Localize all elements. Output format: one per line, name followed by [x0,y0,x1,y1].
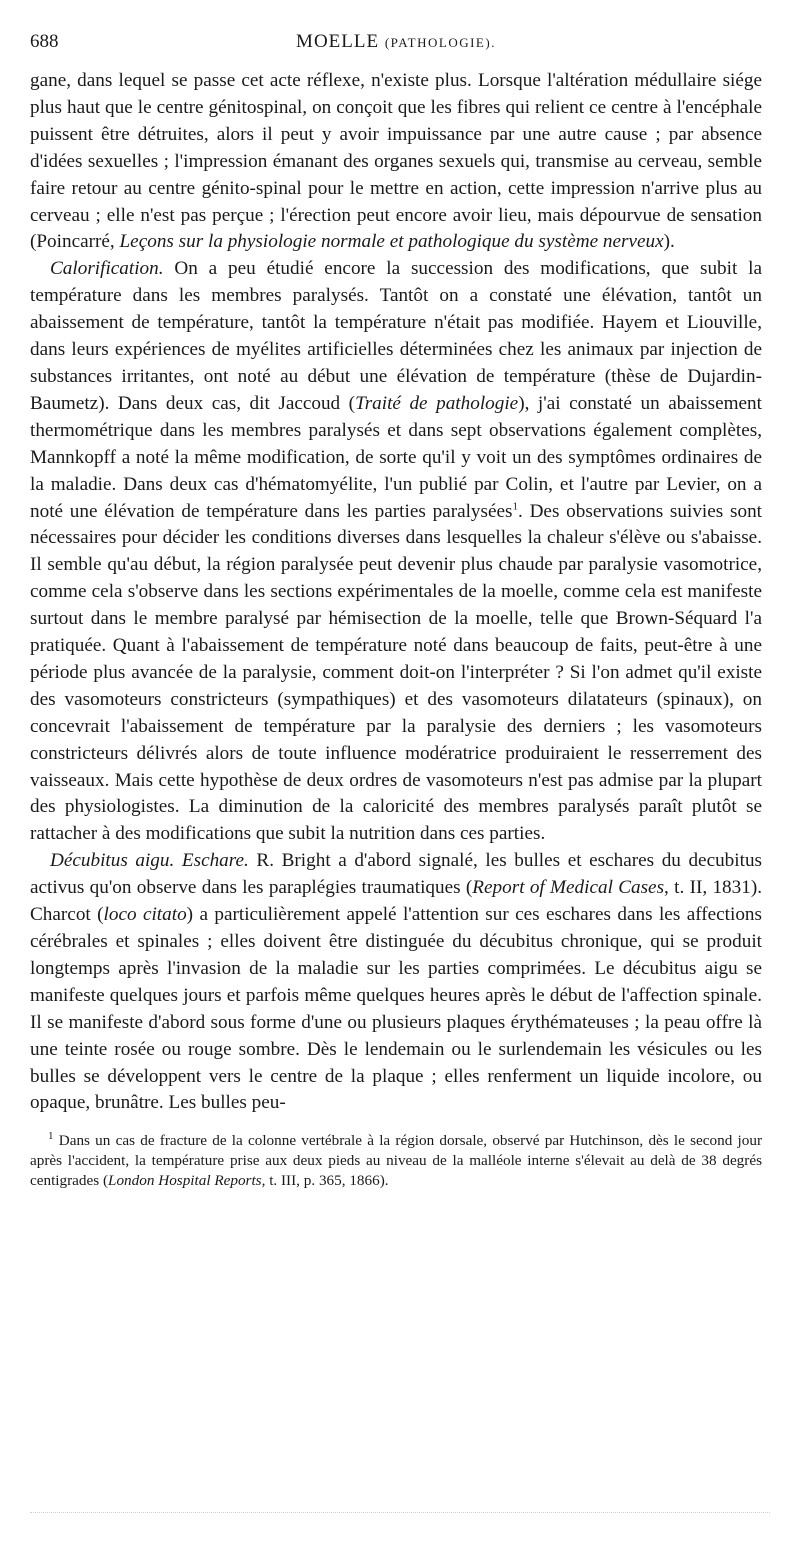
paragraph-text: , t. II, 1831). Charcot ( [30,877,763,926]
body-text [30,68,762,1117]
page [30,26,762,1191]
running-header [30,26,762,58]
paragraph-text: ) a particulièrement appelé l'attention sur ces eschares dans les affections cérébrales et spinales ; elles doivent être distinguée du décubitus chronique, qui se produit longtemps après l'invasion de la maladie sur les parties comprimées. Le décubitus aigu se manifeste quelques jours et parfois même quelques heures après le début de l'affection spinale. Il se manifeste d'abord sous forme d'une ou plusieurs plaques érythémateuses ; la peau offre là une teinte rosée ou rouge sombre. Dès le lendemain ou le surlendemain les vésicules ou les bulles se développent vers le centre de la plaque ; elles renferment un liquide incolore, ou opaque, brunâtre. Les bulles peu- [30,904,762,1114]
paragraph-calorification [30,256,762,848]
footnotes [30,1131,762,1191]
citation-title: Traité de pathologie [355,392,519,414]
paragraph-text: . Des observations suivies sont nécessaires pour décider les conditions diverses dans lesquelles la chaleur s'élève ou s'abaisse. Il semble qu'au début, la région paralysée peut devenir plus chaude par paralysie vasomotrice, comme cela s'observe dans les sections expérimentales de la moelle, comme cela est manifeste surtout dans le membre paralysé par hémisection de la moelle, telle que Brown-Séquard l'a pratiquée. Quant à l'abaissement de température noté dans beaucoup de faits, peut-être à une période plus avancée de la paralysie, comment doit-on l'interpréter ? Si l'on admet qu'il existe des vasomoteurs constricteurs (sympathiques) et des vasomoteurs dilatateurs (spinaux), on concevrait l'abaissement de température par la paralysie des derniers ; les vasomoteurs constricteurs délivrés alors de toute influence modératrice produiraient le resserrement des vaisseaux. Mais cette hypothèse de deux ordres de vasomoteurs n'est pas admise par la plupart des physiologistes. La diminution de la caloricité des membres paralysés paraît plutôt se rattacher à des modifications que subit la nutrition dans ces parties. [30,500,762,845]
paragraph-decubitus [30,848,762,1117]
scan-artifact-line [30,1512,770,1515]
citation-title: loco citato [103,904,187,926]
section-heading: Calorification. [50,258,164,280]
paragraph-text: ). [663,231,675,253]
page-number: 688 [30,31,59,52]
footnote-reference: 1 [512,500,518,513]
running-title [30,26,762,59]
section-heading: Décubitus aigu. Eschare. [50,850,249,872]
running-title-main: MOELLE [296,31,380,52]
citation-title: London Hospital Reports [108,1172,262,1190]
citation-title: Leçons sur la physiologie normale et pathologique du système nerveux [119,231,664,253]
citation-title: Report of Medical Cases [472,877,665,899]
paragraph-text: R. Bright a d'abord signalé, les bulles et eschares du decubitus activus qu'on observe dans les paraplégies traumatiques ( [30,850,763,899]
footnote-marker: 1 [48,1130,54,1143]
paragraph-continuation [30,68,762,256]
footnote-text: , t. III, p. 365, 1866). [261,1172,389,1190]
footnote [30,1131,762,1191]
paragraph-text: ), j'ai constaté un abaissement thermométrique dans les membres paralysés et dans sept observations également complètes, Mannkopff a noté la même modification, de sorte qu'il y voit un des symptômes ordinaires de la maladie. Dans deux cas d'hématomyélite, l'un publié par Colin, et l'autre par Levier, on a noté une élévation de température dans les parties paralysées [30,392,762,522]
paragraph-text: On a peu étudié encore la succession des modifications, que subit la température dans les membres paralysés. Tantôt on a constaté une élévation, tantôt un abaissement de température, tantôt la température n'était pas modifiée. Hayem et Liouville, dans leurs expériences de myélites artificielles déterminées chez les animaux par injection de substances irritantes, ont noté au début une élévation de température (thèse de Dujardin-Baumetz). Dans deux cas, dit Jaccoud ( [30,258,762,414]
paragraph-text: gane, dans lequel se passe cet acte réflexe, n'existe plus. Lorsque l'altération médullaire siége plus haut que le centre génitospinal, on conçoit que les fibres qui relient ce centre à l'encéphale puissent être détruites, alors il peut y avoir impuissance par une autre cause ; par absence d'idées sexuelles ; l'impression émanant des organes sexuels qui, transmise au cerveau, semble faire retour au centre génito-spinal pour le mettre en action, cette impression n'arrive plus au cerveau ; elle n'est pas perçue ; l'érection peut encore avoir lieu, mais dépourvue de sensation (Poincarré, [30,70,762,253]
running-title-sub: (PATHOLOGIE). [384,35,496,50]
footnote-text: Dans un cas de fracture de la colonne vertébrale à la région dorsale, observé par Hutchinson, dès le second jour après l'accident, la température prise aux deux pieds au niveau de la malléole interne s'élevait au delà de 38 degrés centigrades ( [30,1132,762,1190]
